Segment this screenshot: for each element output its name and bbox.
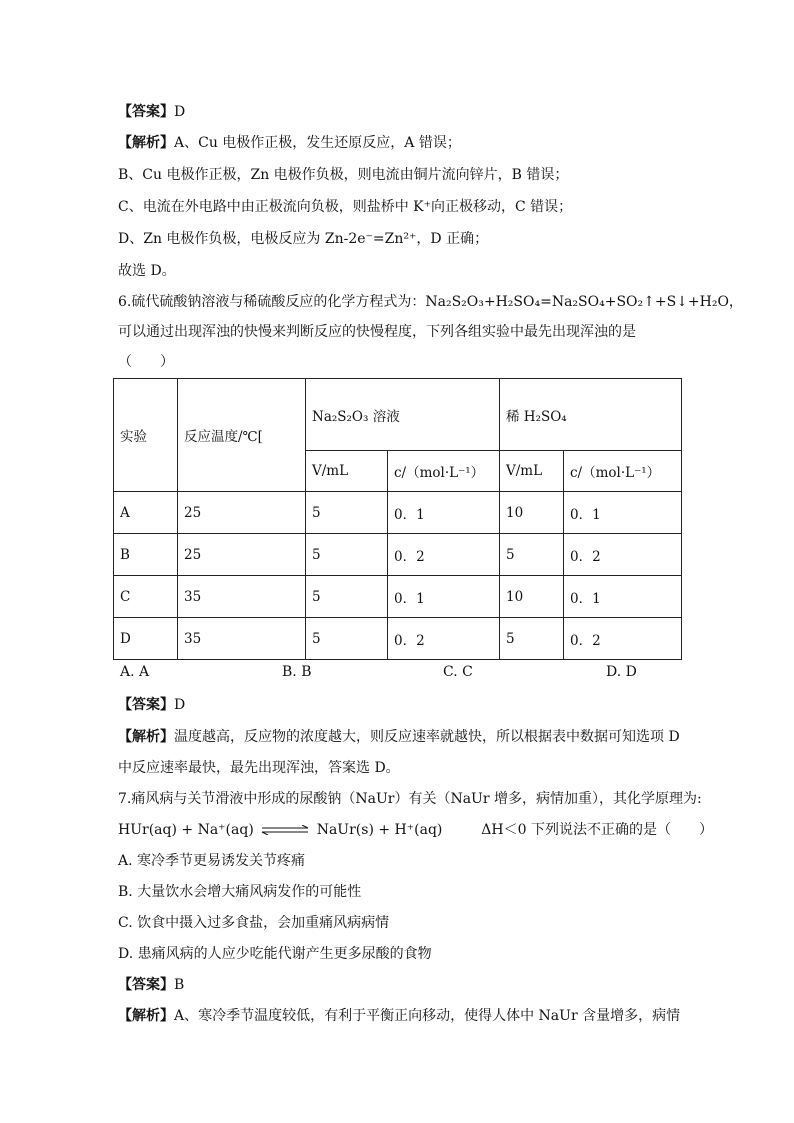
answer-label: 【答案】 xyxy=(118,697,174,713)
q7-stem-line-1: 7.痛风病与关节滑液中形成的尿酸钠（NaUr）有关（NaUr 增多，病情加重），其化学原理为: xyxy=(118,791,702,807)
table-cell: 0．1 xyxy=(564,492,682,534)
q6-analysis-line-2: 中反应速率最快，最先出现浑浊，答案选 D。 xyxy=(118,760,400,776)
analysis-label: 【解析】 xyxy=(118,1008,174,1024)
table-cell: 5 xyxy=(306,492,388,534)
header-volume: V/mL xyxy=(306,451,388,492)
q7-option-a: A. 寒冷季节更易诱发关节疼痛 xyxy=(118,853,306,869)
table-cell: 10 xyxy=(500,492,564,534)
table-cell: C xyxy=(114,576,178,618)
table-cell: 35 xyxy=(178,618,306,660)
q5-analysis-line-2: B、Cu 电极作正极，Zn 电极作负极，则电流由铜片流向锌片，B 错误； xyxy=(118,167,569,183)
answer-value: B xyxy=(174,977,185,993)
q6-stem-line-3: （ ） xyxy=(118,354,174,370)
q7-answer xyxy=(118,975,184,995)
table-cell: D xyxy=(114,618,178,660)
table-cell: 25 xyxy=(178,492,306,534)
option-c: C. C xyxy=(443,664,473,680)
q5-analysis-line-3: C、电流在外电路中由正极流向负极，则盐桥中 K⁺向正极移动，C 错误； xyxy=(118,199,573,215)
option-b: B. B xyxy=(282,664,312,680)
q7-option-d: D. 患痛风病的人应少吃能代谢产生更多尿酸的食物 xyxy=(118,946,432,962)
analysis-text: A、寒冷季节温度较低，有利于平衡正向移动，使得人体中 NaUr 含量增多，病情 xyxy=(174,1008,681,1024)
header-temperature: 反应温度/℃[ xyxy=(178,379,306,492)
analysis-text: A、Cu 电极作正极，发生还原反应，A 错误； xyxy=(174,135,461,151)
header-volume: V/mL xyxy=(500,451,564,492)
equation-right: NaUr(s) + H⁺(aq) xyxy=(316,822,443,838)
table-cell: 0．2 xyxy=(564,534,682,576)
option-a: A. A xyxy=(120,664,150,680)
q5-analysis-line-5: 故选 D。 xyxy=(118,263,176,279)
answer-label: 【答案】 xyxy=(118,977,174,993)
header-na2s2o3: Na₂S₂O₃ 溶液 xyxy=(306,379,500,451)
table-cell: 0．2 xyxy=(388,534,500,576)
q7-equation xyxy=(118,820,713,840)
equation-tail: ΔH＜0 下列说法不正确的是（ ） xyxy=(481,822,713,838)
header-experiment: 实验 xyxy=(114,379,178,492)
equation-left: HUr(aq) + Na⁺(aq) xyxy=(118,822,254,838)
q6-analysis-line-1 xyxy=(118,727,680,747)
answer-value: D xyxy=(174,104,186,120)
q6-stem-line-2: 可以通过出现浑浊的快慢来判断反应的快慢程度，下列各组实验中最先出现浑浊的是 xyxy=(118,324,636,340)
table-cell: 5 xyxy=(306,576,388,618)
q7-option-b: B. 大量饮水会增大痛风病发作的可能性 xyxy=(118,884,362,900)
table-row xyxy=(114,492,682,534)
table-cell: 10 xyxy=(500,576,564,618)
q7-option-c: C. 饮食中摄入过多食盐，会加重痛风病病情 xyxy=(118,915,390,931)
table-cell: 0．2 xyxy=(564,618,682,660)
q7-analysis-line-1 xyxy=(118,1006,680,1026)
table-row xyxy=(114,618,682,660)
table-header-row xyxy=(114,379,682,451)
answer-value: D xyxy=(174,697,186,713)
table-cell: 25 xyxy=(178,534,306,576)
table-cell: 5 xyxy=(306,618,388,660)
table-cell: B xyxy=(114,534,178,576)
header-concentration: c/（mol·L⁻¹） xyxy=(388,451,500,492)
table-cell: 0．1 xyxy=(388,492,500,534)
analysis-text: 温度越高，反应物的浓度越大，则反应速率就越快，所以根据表中数据可知选项 D xyxy=(174,729,680,745)
option-d: D. D xyxy=(606,664,637,680)
table-cell: 5 xyxy=(500,534,564,576)
q6-options xyxy=(0,664,794,684)
q6-stem-line-1: 6.硫代硫酸钠溶液与稀硫酸反应的化学方程式为：Na₂S₂O₃+H₂SO₄=Na₂SO₄+SO₂↑+S↓+H₂O， xyxy=(118,294,743,310)
table-cell: 0．2 xyxy=(388,618,500,660)
q5-analysis-line-1 xyxy=(118,133,461,153)
q6-answer xyxy=(118,695,185,715)
header-h2so4: 稀 H₂SO₄ xyxy=(500,379,682,451)
table-cell: 5 xyxy=(500,618,564,660)
equilibrium-arrow-icon xyxy=(260,825,310,835)
table-cell: 0．1 xyxy=(388,576,500,618)
analysis-label: 【解析】 xyxy=(118,729,174,745)
q5-analysis-line-4: D、Zn 电极作负极，电极反应为 Zn-2e⁻=Zn²⁺，D 正确； xyxy=(118,231,489,247)
table-cell: 5 xyxy=(306,534,388,576)
table-row xyxy=(114,576,682,618)
analysis-label: 【解析】 xyxy=(118,135,174,151)
q5-answer xyxy=(118,102,185,122)
table-cell: A xyxy=(114,492,178,534)
table-cell: 0．1 xyxy=(564,576,682,618)
table-row xyxy=(114,534,682,576)
experiment-table xyxy=(113,378,682,660)
header-concentration: c/（mol·L⁻¹） xyxy=(564,451,682,492)
table-cell: 35 xyxy=(178,576,306,618)
answer-label: 【答案】 xyxy=(118,104,174,120)
